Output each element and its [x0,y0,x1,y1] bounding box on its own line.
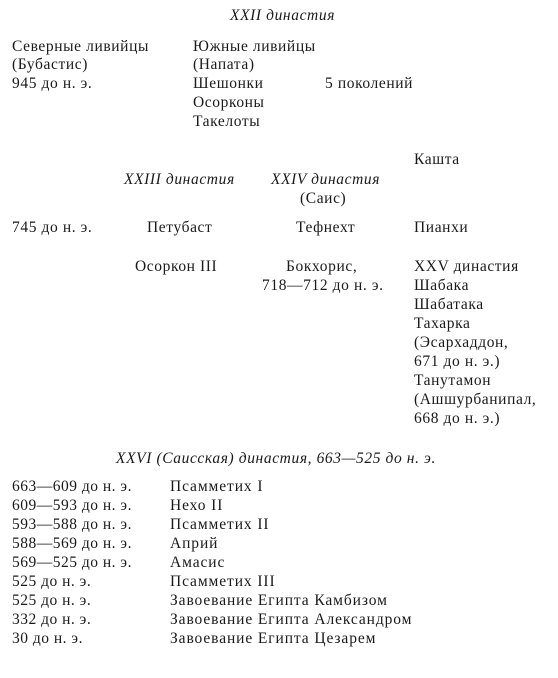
south-libyans-takelot: Такелоты [193,113,261,130]
list-item-event: Завоевание Египта Камбизом [170,592,388,609]
south-libyans-place: (Напата) [193,56,255,73]
list-item [12,477,532,496]
list-item-date: 332 до н. э. [12,611,92,628]
list-item-date: 569—525 до н. э. [12,554,132,571]
list-item-date: 609—593 до н. э. [12,497,132,514]
petubast-label: Петубаст [147,219,213,236]
osorkon-iii-label: Осоркон III [135,258,218,275]
xxv-heading: XXV династия [414,258,519,275]
xxv-ashurbanipal-date: 668 до н. э.) [414,410,501,427]
list-item-date: 30 до н. э. [12,630,83,647]
list-item-event: Нехо II [170,497,224,514]
list-item-event: Завоевание Египта Цезарем [170,630,377,647]
heading-xxii-dynasty: XXII династия [230,7,335,24]
list-item-date: 525 до н. э. [12,573,92,590]
xxv-esarhaddon: (Эсархаддон, [414,334,509,351]
list-item [12,591,532,610]
list-item-event: Псамметих I [170,478,264,495]
south-libyans-title: Южные ливийцы [193,38,316,55]
xxv-shabataka: Шабатака [414,296,484,313]
list-item [12,496,532,515]
xxv-shabaka: Шабака [414,277,470,294]
bokchoris-name: Бокхорис, [286,258,358,275]
kashta-label: Кашта [414,151,460,168]
south-libyans-sheshonq: Шешонки [193,75,264,92]
xxv-taharqa: Тахарка [414,315,471,332]
xxv-tantamani: Танутамон [414,372,492,389]
list-item-date: 525 до н. э. [12,592,92,609]
north-libyans-date: 945 до н. э. [12,75,93,92]
north-libyans-place: (Бубастис) [12,56,88,73]
heading-xxiv-dynasty: XXIV династия [271,171,381,188]
list-item [12,534,532,553]
xxv-esarhaddon-date: 671 до н. э.) [414,353,501,370]
bokchoris-dates: 718—712 до н. э. [262,277,384,294]
sais-label: (Саис) [300,190,347,207]
list-item-date: 663—609 до н. э. [12,478,132,495]
heading-xxiii-dynasty: XXIII династия [124,171,235,188]
heading-xxvi-dynasty: XXVI (Саисская) династия, 663—525 до н. э. [116,450,436,467]
list-item [12,629,532,648]
list-item-event: Амасис [170,554,226,571]
list-item [12,515,532,534]
list-item [12,553,532,572]
tefnakht-label: Тефнехт [296,219,356,236]
xxv-ashurbanipal: (Ашшурбанипал, [414,391,537,408]
north-libyans-title: Северные ливийцы [12,38,149,55]
list-item-event: Априй [170,535,219,552]
list-item-date: 593—588 до н. э. [12,516,132,533]
generations-note: 5 поколений [325,75,414,92]
list-item [12,610,532,629]
list-item-date: 588—569 до н. э. [12,535,132,552]
south-libyans-osorkon: Осорконы [193,94,265,111]
list-item [12,572,532,591]
list-item-event: Псамметих II [170,516,270,533]
list-item-event: Псамметих III [170,573,276,590]
date-745: 745 до н. э. [12,219,93,236]
list-item-event: Завоевание Египта Александром [170,611,413,628]
piankhi-label: Пианхи [414,219,469,236]
